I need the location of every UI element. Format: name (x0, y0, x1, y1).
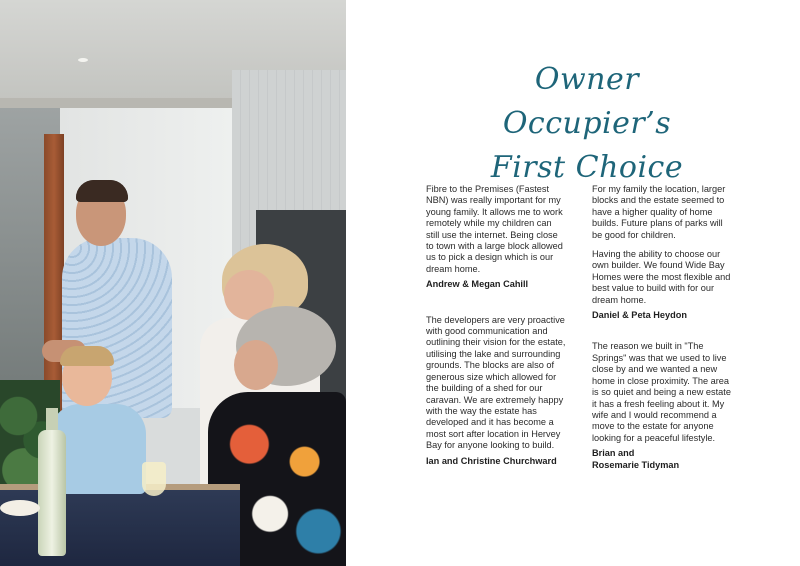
testimonial-author: Daniel & Peta Heydon (592, 310, 687, 321)
testimonial-text: Fibre to the Premises (Fastest NBN) was really important for my young family. It allows me to work remotely while my children can still use the internet. Being close to town with a large block allowed us to pick a design which is our dream home. (426, 184, 563, 274)
title-line-1: Owner Occupier’s (502, 62, 672, 141)
testimonial-text: For my family the location, larger blocks and the estate seemed to have a higher quality of home builds. Future plans of parks will be good for children. (592, 184, 726, 240)
family-photo (0, 0, 346, 566)
title-line-2: First Choice (490, 150, 684, 185)
testimonial-author: Andrew & Megan Cahill (426, 279, 529, 290)
testimonial (592, 184, 732, 321)
page-title (446, 58, 728, 190)
testimonial-text: Having the ability to choose our own builder. We found Wide Bay Homes were the most flexible and best value to build with for our dream home. (592, 249, 731, 305)
testimonial (592, 341, 732, 470)
author-line-2: Rosemarie Tidyman (592, 459, 680, 470)
table-cloth (0, 490, 240, 566)
testimonial-text: The reason we built in "The Springs" was that we used to live close by and we wanted a new home in close proximity. The area is so quiet and being a new estate it has a fresh feeling about it. My wife and I would recommend a move to the estate for anyone looking for a peaceful lifestyle. (592, 341, 731, 443)
wine-glass (142, 462, 166, 496)
testimonial (426, 315, 566, 467)
author-line-1: Brian and (592, 448, 635, 459)
plate (0, 500, 40, 516)
wine-bottle (38, 430, 66, 556)
testimonial (426, 184, 566, 291)
older-woman-face (234, 340, 278, 390)
testimonial-column-right (592, 184, 732, 471)
testimonial-author: Ian and Christine Churchward (426, 455, 557, 466)
man-hair-top (76, 180, 128, 202)
testimonial-author (592, 448, 732, 471)
boy-hair (60, 346, 114, 366)
testimonial-column-left (426, 184, 566, 467)
ceiling-light-icon (78, 58, 88, 62)
testimonial-text: The developers are very proactive with good communication and outlining their vision for the estate, utilising the lake and surrounding grounds. The blocks are also of generous size which allowed for the building of a shed for our caravan. We are extremely happy with the way the estate has developed and it has become a most sort after location in Hervey Bay for anyone looking to build. (426, 314, 566, 451)
